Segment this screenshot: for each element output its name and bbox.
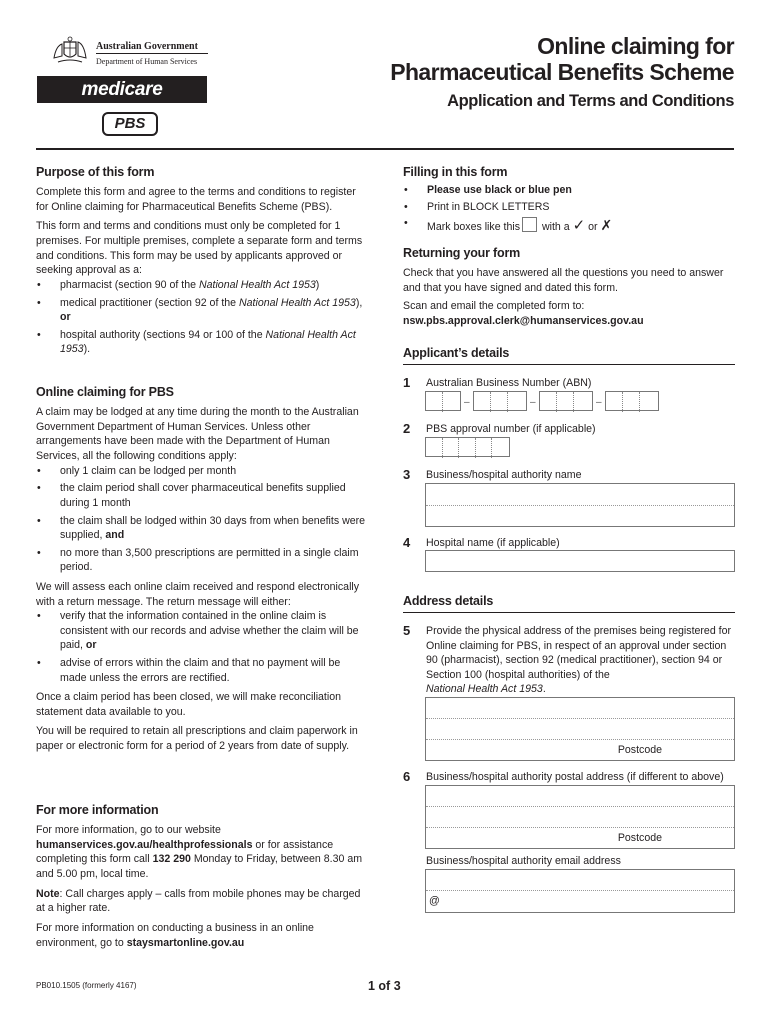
pbs-approval-label: PBS approval number (if applicable) — [426, 423, 596, 435]
page-subtitle: Application and Terms and Conditions — [447, 92, 734, 110]
phone-number: 132 290 — [152, 853, 191, 866]
page-title-line1: Online claiming for — [537, 33, 734, 59]
section-divider — [403, 612, 735, 613]
more-info-paragraph-3: For more information on conducting a business in an online environment, go to staysmartonline.gov.au — [36, 921, 314, 949]
email-input[interactable] — [425, 869, 735, 913]
returning-heading: Returning your form — [403, 246, 521, 260]
list-item: • Please use black or blue pen — [403, 183, 735, 198]
form-code: PB010.1505 (formerly 4167) — [36, 981, 137, 990]
list-item: • no more than 3,500 prescriptions are permitted in a single claim period. — [36, 546, 368, 575]
question-number: 3 — [403, 467, 411, 482]
list-item: • pharmacist (section 90 of the National Health Act 1953) — [36, 278, 368, 293]
list-item: • only 1 claim can be lodged per month — [36, 464, 368, 479]
divider — [96, 53, 208, 54]
postal-address-input[interactable] — [425, 785, 735, 849]
purpose-section — [36, 164, 368, 357]
applicant-heading: Applicant’s details — [403, 346, 510, 360]
filling-heading: Filling in this form — [403, 165, 508, 179]
list-item: • the claim shall be lodged within 30 days from when benefits were supplied, and — [36, 514, 368, 543]
list-item: • advise of errors within the claim and that no payment will be made unless the errors are rectified. — [36, 656, 368, 685]
question-number: 1 — [403, 375, 411, 390]
header-divider — [36, 148, 734, 150]
online-paragraph-3: Once a claim period has been closed, we will make reconciliation statement data available to you. — [36, 691, 342, 718]
list-item: • Print in BLOCK LETTERS — [403, 200, 735, 215]
note-paragraph: Note: Call charges apply – calls from mobile phones may be charged at a higher rate. — [36, 887, 361, 915]
purpose-paragraph-1: Complete this form and agree to the terms and conditions to register for Online claiming for Pharmaceutical Benefits Scheme (PBS). — [36, 186, 356, 213]
list-item: • Mark boxes like this with a ✓ or ✗ — [403, 216, 735, 237]
at-symbol: @ — [429, 895, 440, 907]
coat-of-arms-icon — [50, 36, 90, 66]
section-divider — [403, 364, 735, 365]
hospital-name-label: Hospital name (if applicable) — [426, 537, 560, 549]
list-item: • verify that the information contained in the online claim is consistent with our records and advise whether the claim will be paid, or — [36, 609, 368, 653]
online-paragraph-4: You will be required to retain all prescriptions and claim paperwork in paper or electronic form for a period of 2 years from date of supply. — [36, 725, 358, 753]
question-number: 4 — [403, 535, 411, 550]
list-item: • medical practitioner (section 92 of the National Health Act 1953), or — [36, 296, 368, 325]
list-item: • hospital authority (sections 94 or 100 of the National Health Act 1953). — [36, 328, 368, 357]
abn-label: Australian Business Number (ABN) — [426, 377, 592, 389]
purpose-heading: Purpose of this form — [36, 165, 155, 179]
department-name: Department of Human Services — [96, 57, 198, 66]
postcode-label: Postcode — [617, 744, 662, 756]
physical-address-label: Provide the physical address of the premises being registered for Online claiming for PBS, in respect of an approval under section 90 (pharmacist), section 92 (medical practitioner), section 94 or Section 100 (hospital authorities) of the National Health Act 1953. — [426, 625, 732, 696]
page-number: 1 of 3 — [368, 979, 401, 993]
pbs-approval-input[interactable] — [425, 437, 515, 457]
example-checkbox — [522, 217, 537, 232]
return-email: nsw.pbs.approval.clerk@humanservices.gov.au — [403, 315, 644, 328]
online-paragraph-2: We will assess each online claim received and respond electronically with a return message. The return message will either: — [36, 580, 360, 608]
filling-section — [403, 164, 735, 237]
abn-input[interactable]: – – – — [425, 391, 665, 411]
more-info-section — [36, 802, 368, 950]
page-title-line2: Pharmaceutical Benefits Scheme — [390, 59, 734, 85]
postcode-label: Postcode — [617, 832, 662, 844]
address-heading: Address details — [403, 594, 494, 608]
website-link[interactable]: humanservices.gov.au/healthprofessionals — [36, 838, 253, 851]
online-claiming-section — [36, 384, 368, 754]
postal-address-label: Business/hospital authority postal address (if different to above) — [426, 771, 724, 783]
business-name-input[interactable] — [425, 483, 735, 527]
medicare-logo: medicare — [37, 76, 207, 103]
returning-section — [403, 245, 735, 329]
question-number: 2 — [403, 421, 411, 436]
hospital-name-input[interactable] — [425, 550, 735, 572]
purpose-paragraph-2: This form and terms and conditions must only be completed for 1 premises. For multiple premises, complete a separate form and terms and conditions. This form may be used by applicants approved or seeking approval as a: — [36, 220, 363, 277]
question-number: 5 — [403, 623, 411, 638]
email-label: Business/hospital authority email address — [426, 855, 621, 867]
staysmart-link[interactable]: staysmartonline.gov.au — [126, 936, 245, 949]
returning-paragraph-2: Scan and email the completed form to: — [403, 300, 585, 313]
pbs-logo: PBS — [102, 112, 158, 136]
online-claiming-heading: Online claiming for PBS — [36, 385, 174, 399]
government-name: Australian Government — [96, 41, 198, 52]
online-paragraph-1: A claim may be lodged at any time during the month to the Australian Government Department of Human Services. Unless other arrangements have been made with the Department of Human Services, all the following conditions apply: — [36, 406, 359, 463]
physical-address-input[interactable] — [425, 697, 735, 761]
returning-paragraph-1: Check that you have answered all the questions you need to answer and that you have signed and dated this form. — [403, 267, 724, 294]
list-item: • the claim period shall cover pharmaceutical benefits supplied during 1 month — [36, 481, 368, 510]
question-number: 6 — [403, 769, 411, 784]
tick-icon: ✓ — [572, 217, 586, 235]
cross-icon: ✗ — [600, 217, 613, 234]
more-info-heading: For more information — [36, 803, 159, 817]
business-name-label: Business/hospital authority name — [426, 469, 582, 481]
more-info-paragraph-1: For more information, go to our website humanservices.gov.au/healthprofessionals or for assistance completing this form call 132 290 Monday to Friday, between 8.30 am and 5.00 pm, local time. — [36, 824, 363, 881]
